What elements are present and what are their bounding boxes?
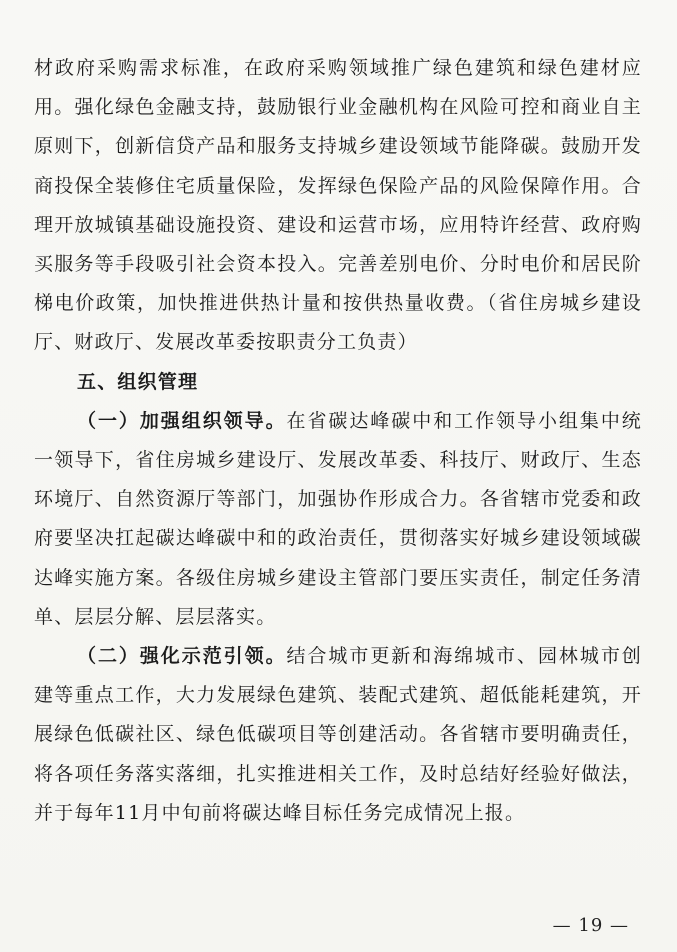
subsection-paragraph-2 (34, 637, 642, 833)
subsection-paragraph-1 (34, 402, 642, 637)
subsection-body-2: 结合城市更新和海绵城市、园林城市创建等重点工作，大力发展绿色建筑、装配式建筑、超低能耗建筑，开展绿色低碳社区、绿色低碳项目等创建活动。各省辖市要明确责任，将各项任务落实落细，扎实推进相关工作，及时总结好经验好做法，并于每年11月中旬前将碳达峰目标任务完成情况上报。 (34, 645, 642, 824)
subsection-title-2: （二）强化示范引领。 (77, 645, 287, 668)
document-content (34, 49, 642, 833)
subsection-title-1: （一）加强组织领导。 (77, 409, 287, 432)
subsection-body-1: 在省碳达峰碳中和工作领导小组集中统一领导下，省住房城乡建设厅、发展改革委、科技厅、财政厅、生态环境厅、自然资源厅等部门，加强协作形成合力。各省辖市党委和政府要坚决扛起碳达峰碳中和的政治责任，贯彻落实好城乡建设领域碳达峰实施方案。各级住房城乡建设主管部门要压实责任，制定任务清单、层层分解、层层落实。 (34, 409, 642, 628)
section-title: 五、组织管理 (77, 370, 199, 393)
page-number: — 19 — (552, 915, 629, 936)
body-paragraph-1: 材政府采购需求标准，在政府采购领域推广绿色建筑和绿色建材应用。强化绿色金融支持，鼓励银行业金融机构在风险可控和商业自主原则下，创新信贷产品和服务支持城乡建设领域节能降碳。鼓励开发商投保全装修住宅质量保险，发挥绿色保险产品的风险保障作用。合理开放城镇基础设施投资、建设和运营市场，应用特许经营、政府购买服务等手段吸引社会资本投入。完善差别电价、分时电价和居民阶梯电价政策，加快推进供热计量和按供热量收费。（省住房城乡建设厅、财政厅、发展改革委按职责分工负责） (34, 57, 642, 354)
